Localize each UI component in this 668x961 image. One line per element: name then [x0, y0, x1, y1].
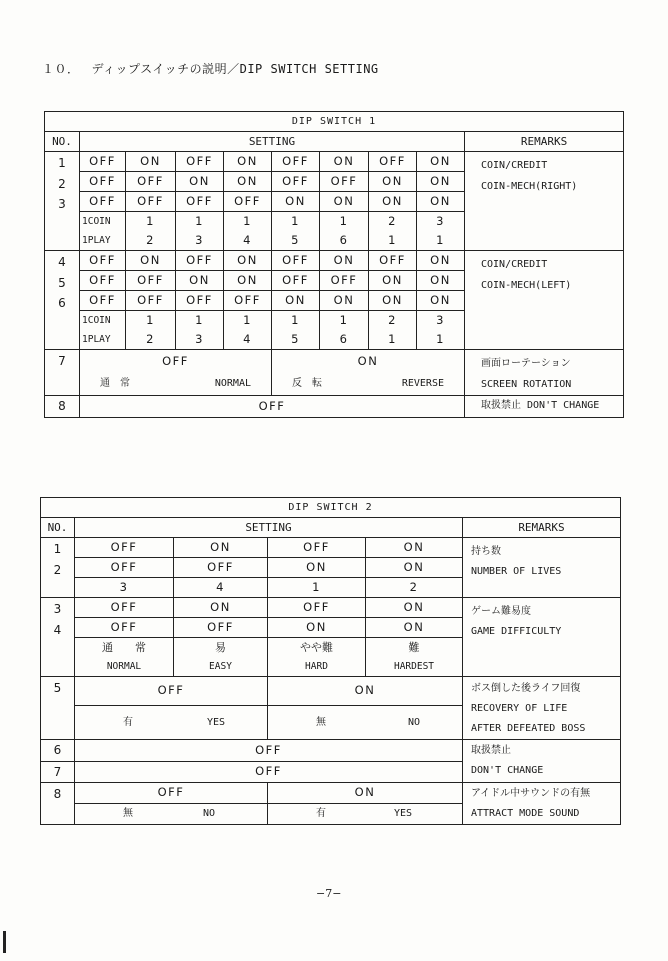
coin-value: 1 [272, 311, 320, 331]
setting-cell: ON [320, 291, 369, 311]
setting-cell: OFF [80, 172, 126, 192]
switch-number-5: 5 [41, 677, 75, 740]
switch-numbers-3-4: 3 4 [41, 598, 75, 677]
setting-cell: ON [366, 538, 463, 558]
switch-6-setting: OFF [75, 740, 463, 762]
remarks-recovery: ボス倒した後ライフ回復 RECOVERY OF LIFE AFTER DEFEATED BOSS [463, 677, 621, 740]
setting-cell: ON [417, 291, 465, 311]
attract-sound-yes: 有 YES [268, 804, 463, 825]
setting-cell: ON [369, 172, 417, 192]
setting-cell: OFF [174, 618, 268, 638]
coin-value: 1 [320, 212, 369, 232]
setting-cell: ON [369, 271, 417, 291]
coin-label: 1COIN [80, 311, 126, 331]
play-value: 5 [272, 330, 320, 350]
setting-cell: ON [369, 192, 417, 212]
play-value: 2 [126, 330, 176, 350]
coin-value: 1 [176, 212, 224, 232]
setting-cell: ON [268, 558, 366, 578]
play-value: 1 [417, 231, 465, 251]
play-value: 6 [320, 330, 369, 350]
difficulty-en: NORMAL [75, 657, 174, 677]
play-value: 4 [224, 330, 272, 350]
recovery-no: 無 NO [268, 706, 463, 740]
play-label: 1PLAY [80, 231, 126, 251]
table-title: DIP SWITCH 1 [45, 112, 624, 132]
setting-cell: ON [272, 291, 320, 311]
setting-cell: ON [366, 618, 463, 638]
remarks-dont-change: 取扱禁止 DON'T CHANGE [463, 740, 621, 783]
lives-value: 1 [268, 578, 366, 598]
setting-cell: ON [176, 271, 224, 291]
setting-cell: ON [369, 291, 417, 311]
difficulty-en: HARDEST [366, 657, 463, 677]
section-title: ディップスイッチの説明／DIP SWITCH SETTING [91, 62, 379, 76]
setting-cell: ON [417, 271, 465, 291]
remarks-coin-right: COIN/CREDIT COIN-MECH(RIGHT) [465, 152, 624, 251]
setting-cell: ON [366, 598, 463, 618]
play-value: 3 [176, 231, 224, 251]
setting-cell: OFF [369, 251, 417, 271]
switch-numbers-4-6: 4 5 6 [45, 251, 80, 350]
play-label: 1PLAY [80, 330, 126, 350]
section-heading [42, 60, 379, 77]
setting-cell: ON [272, 192, 320, 212]
play-value: 1 [369, 330, 417, 350]
setting-cell: OFF [75, 538, 174, 558]
recovery-off: OFF [75, 677, 268, 706]
play-value: 3 [176, 330, 224, 350]
coin-value: 1 [176, 311, 224, 331]
header-no: NO. [45, 132, 80, 152]
setting-cell: ON [417, 172, 465, 192]
difficulty-en: HARD [268, 657, 366, 677]
coin-value: 1 [126, 212, 176, 232]
attract-sound-off: OFF [75, 783, 268, 804]
coin-value: 3 [417, 311, 465, 331]
setting-cell: OFF [126, 192, 176, 212]
setting-cell: OFF [75, 618, 174, 638]
setting-cell: OFF [126, 271, 176, 291]
coin-value: 1 [224, 311, 272, 331]
lives-value: 3 [75, 578, 174, 598]
coin-label: 1COIN [80, 212, 126, 232]
rotation-normal: 通 常 NORMAL [80, 373, 272, 396]
page-number: −7− [316, 887, 342, 900]
header-remarks: REMARKS [463, 518, 621, 538]
setting-cell: ON [417, 152, 465, 172]
setting-cell: OFF [320, 172, 369, 192]
setting-cell: ON [224, 152, 272, 172]
setting-cell: ON [174, 538, 268, 558]
difficulty-jp: 難 [366, 638, 463, 658]
play-value: 2 [126, 231, 176, 251]
setting-cell: OFF [80, 152, 126, 172]
setting-cell: ON [320, 251, 369, 271]
setting-cell: OFF [80, 271, 126, 291]
remarks-difficulty: ゲーム難易度 GAME DIFFICULTY [463, 598, 621, 677]
difficulty-jp: 易 [174, 638, 268, 658]
setting-cell: OFF [272, 251, 320, 271]
setting-cell: ON [268, 618, 366, 638]
header-no: NO. [41, 518, 75, 538]
setting-cell: OFF [224, 192, 272, 212]
section-number: １０． [42, 62, 80, 76]
switch-number-8: 8 [45, 396, 80, 418]
setting-cell: OFF [80, 291, 126, 311]
setting-cell: OFF [176, 192, 224, 212]
dip-switch-2-table [40, 497, 621, 825]
lives-value: 2 [366, 578, 463, 598]
attract-sound-no: 無 NO [75, 804, 268, 825]
setting-cell: OFF [268, 538, 366, 558]
switch-8-setting: OFF [80, 396, 465, 418]
switch-number-6: 6 [41, 740, 75, 762]
coin-value: 1 [320, 311, 369, 331]
coin-value: 1 [224, 212, 272, 232]
switch-number-8: 8 [41, 783, 75, 825]
setting-cell: ON [224, 251, 272, 271]
setting-cell: OFF [272, 152, 320, 172]
setting-cell: ON [417, 251, 465, 271]
remarks-screen-rotation: 画面ローテーション SCREEN ROTATION [465, 350, 624, 396]
play-value: 6 [320, 231, 369, 251]
coin-value: 2 [369, 311, 417, 331]
header-setting: SETTING [80, 132, 465, 152]
setting-cell: OFF [369, 152, 417, 172]
coin-value: 1 [126, 311, 176, 331]
coin-value: 2 [369, 212, 417, 232]
recovery-on: ON [268, 677, 463, 706]
setting-cell: OFF [80, 192, 126, 212]
setting-cell: OFF [320, 271, 369, 291]
setting-cell: OFF [75, 558, 174, 578]
remarks-attract-sound: アイドル中サウンドの有無 ATTRACT MODE SOUND [463, 783, 621, 825]
coin-value: 1 [272, 212, 320, 232]
setting-cell: OFF [174, 558, 268, 578]
setting-cell: ON [174, 598, 268, 618]
rotation-reverse: 反 転 REVERSE [272, 373, 465, 396]
setting-cell: OFF [176, 291, 224, 311]
setting-cell: OFF [126, 172, 176, 192]
play-value: 4 [224, 231, 272, 251]
setting-cell: OFF [272, 172, 320, 192]
setting-cell: OFF [176, 152, 224, 172]
play-value: 1 [369, 231, 417, 251]
dip-switch-1-table [44, 111, 624, 418]
setting-cell: ON [126, 152, 176, 172]
difficulty-jp: やや難 [268, 638, 366, 658]
play-value: 5 [272, 231, 320, 251]
remarks-coin-left: COIN/CREDIT COIN-MECH(LEFT) [465, 251, 624, 350]
lives-value: 4 [174, 578, 268, 598]
setting-cell: ON [224, 271, 272, 291]
setting-cell: ON [224, 172, 272, 192]
setting-cell: OFF [224, 291, 272, 311]
attract-sound-on: ON [268, 783, 463, 804]
coin-value: 3 [417, 212, 465, 232]
rotation-on: ON [272, 350, 465, 373]
setting-cell: ON [320, 152, 369, 172]
setting-cell: ON [417, 192, 465, 212]
switch-numbers-1-2: 1 2 [41, 538, 75, 598]
remarks-dont-change: 取扱禁止 DON'T CHANGE [465, 396, 624, 418]
switch-7-setting: OFF [75, 761, 463, 783]
play-value: 1 [417, 330, 465, 350]
setting-cell: OFF [176, 251, 224, 271]
rotation-off: OFF [80, 350, 272, 373]
remarks-lives: 持ち数 NUMBER OF LIVES [463, 538, 621, 598]
setting-cell: OFF [268, 598, 366, 618]
header-setting: SETTING [75, 518, 463, 538]
switch-number-7: 7 [41, 761, 75, 783]
setting-cell: ON [366, 558, 463, 578]
table-title: DIP SWITCH 2 [41, 498, 621, 518]
header-remarks: REMARKS [465, 132, 624, 152]
setting-cell: ON [126, 251, 176, 271]
setting-cell: OFF [80, 251, 126, 271]
difficulty-jp: 通 常 [75, 638, 174, 658]
difficulty-en: EASY [174, 657, 268, 677]
setting-cell: ON [176, 172, 224, 192]
switch-numbers-1-3: 1 2 3 [45, 152, 80, 251]
setting-cell: OFF [75, 598, 174, 618]
recovery-yes: 有 YES [75, 706, 268, 740]
switch-number-7: 7 [45, 350, 80, 396]
scan-margin-mark [3, 931, 6, 953]
setting-cell: OFF [272, 271, 320, 291]
setting-cell: ON [320, 192, 369, 212]
setting-cell: OFF [126, 291, 176, 311]
